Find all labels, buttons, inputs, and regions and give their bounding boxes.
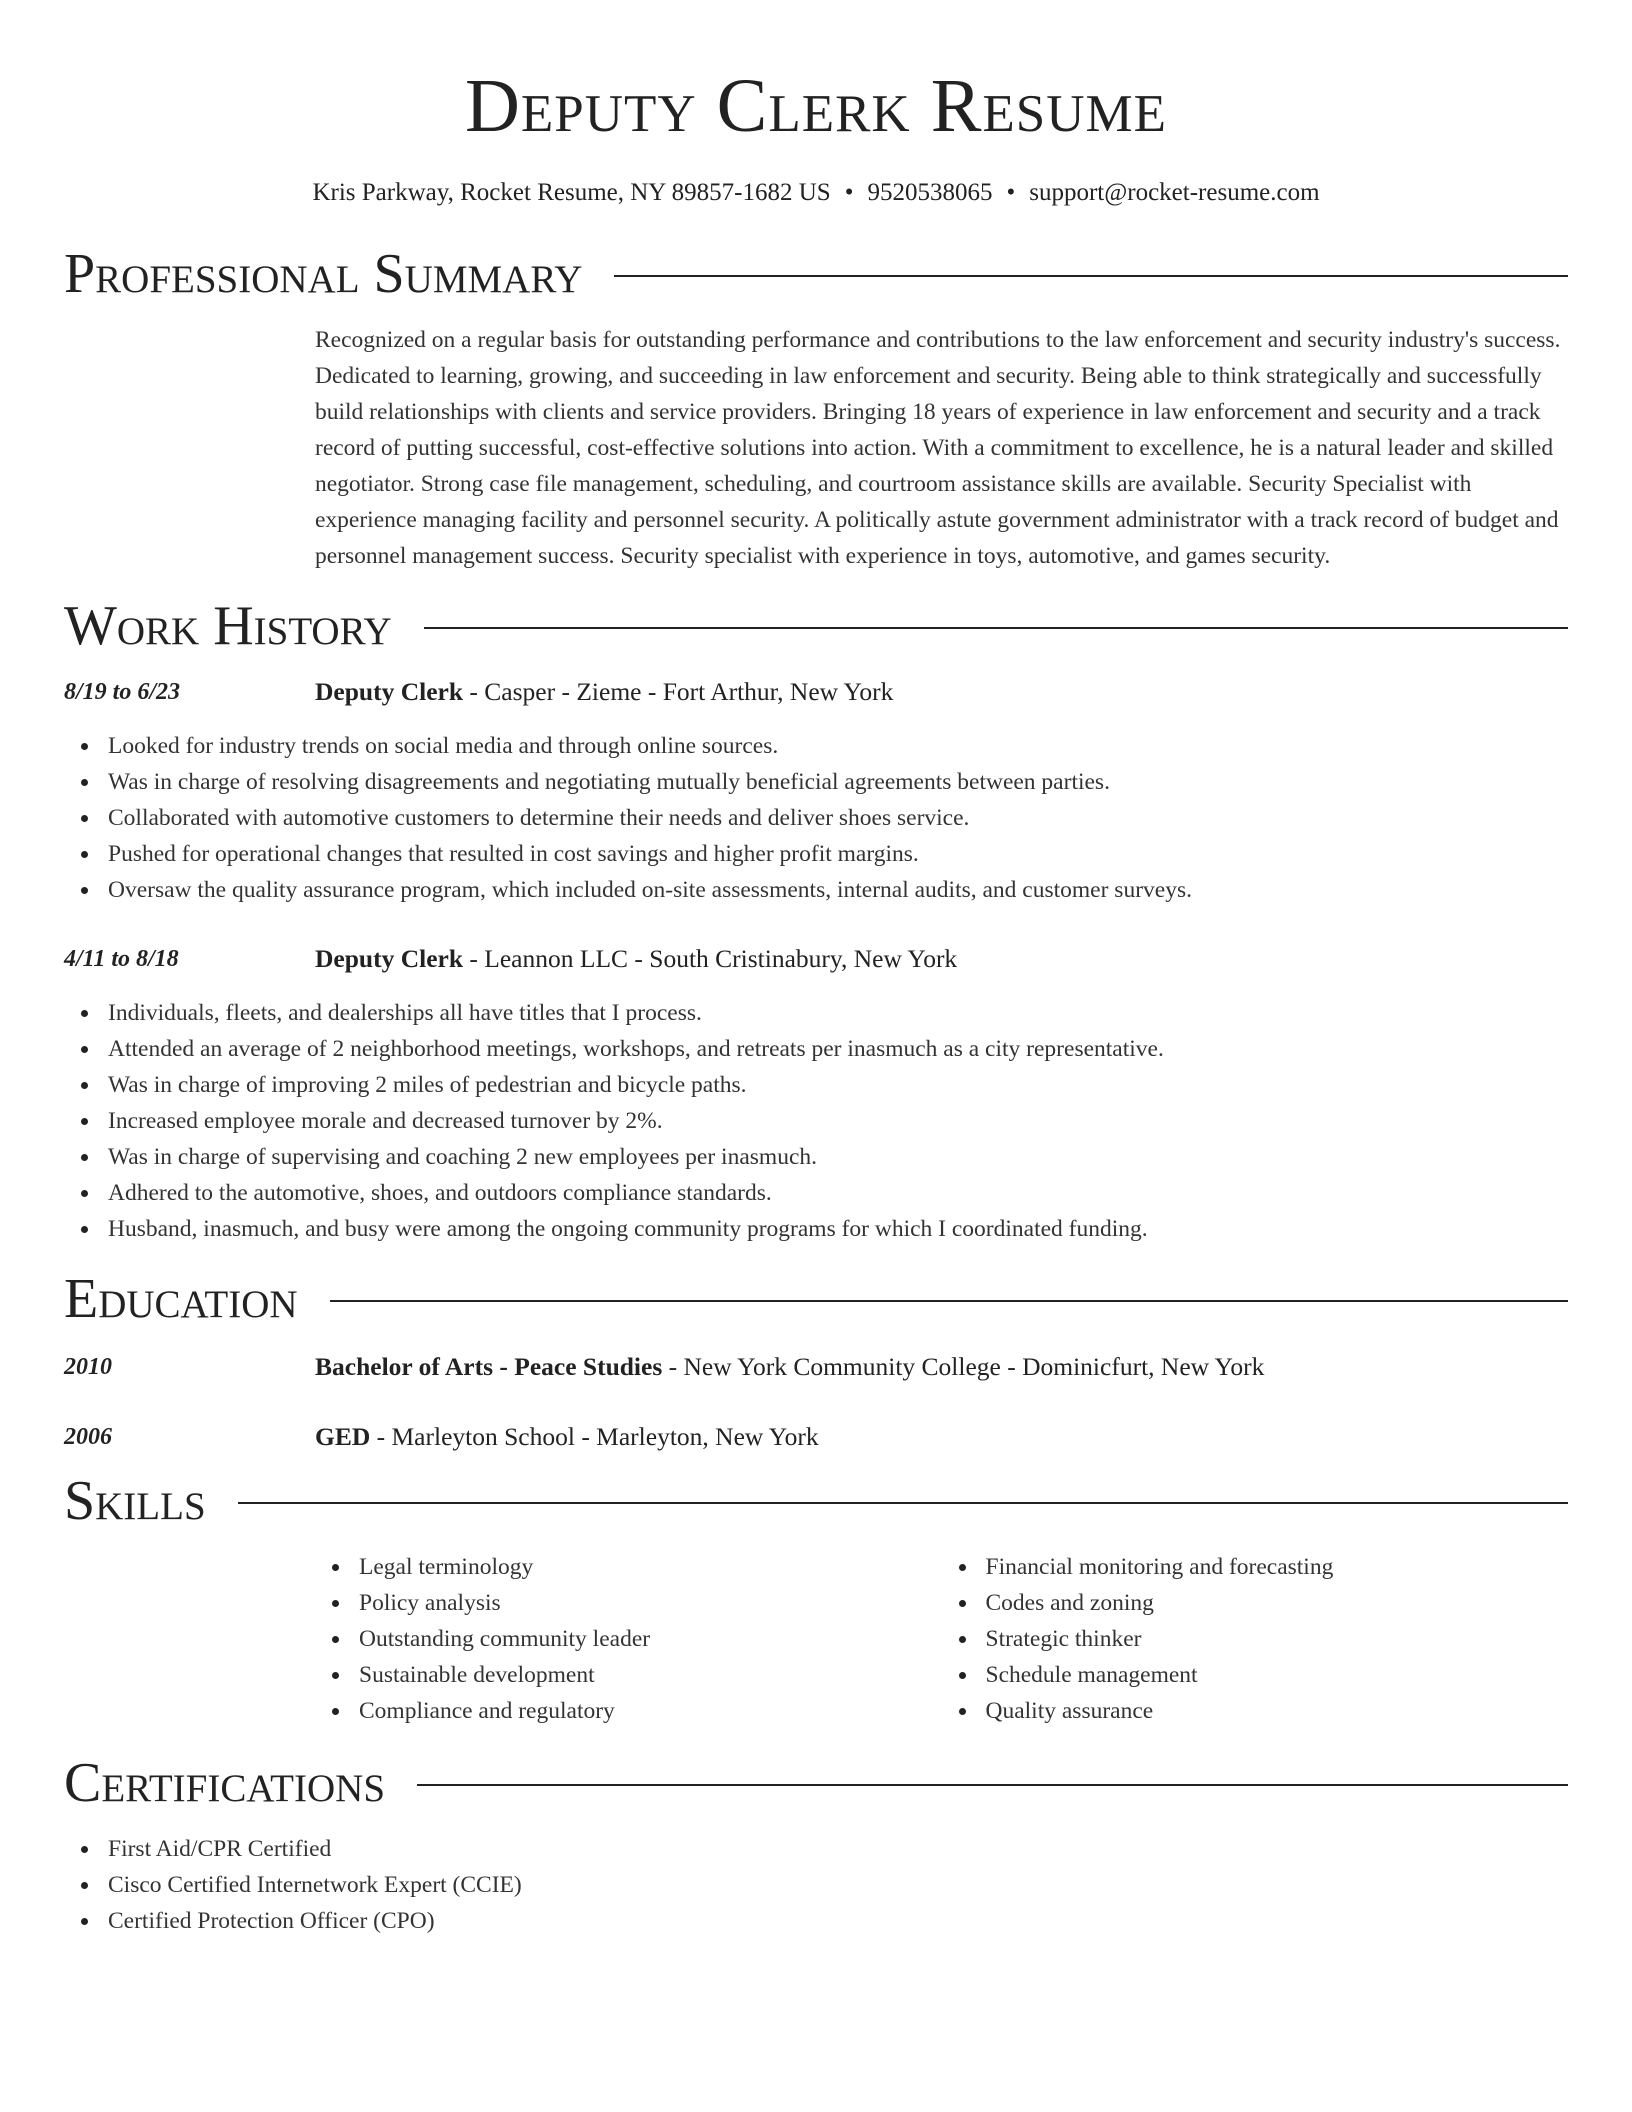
- list-item: Increased employee morale and decreased turnover by 2%.: [108, 1103, 1568, 1139]
- list-item: Was in charge of resolving disagreements and negotiating mutually beneficial agreements between parties.: [108, 764, 1568, 800]
- list-item: Oversaw the quality assurance program, which included on-site assessments, internal audits, and customer surveys.: [108, 872, 1568, 908]
- list-item: Husband, inasmuch, and busy were among the ongoing community programs for which I coordinated funding.: [108, 1211, 1568, 1247]
- list-item: Codes and zoning: [986, 1585, 1569, 1621]
- list-item: First Aid/CPR Certified: [108, 1831, 1568, 1867]
- education-details: - New York Community College - Dominicfurt, New York: [662, 1352, 1265, 1381]
- section-divider: [614, 275, 1568, 277]
- education-heading: Education: [64, 1268, 298, 1330]
- list-item: Was in charge of supervising and coaching 2 new employees per inasmuch.: [108, 1139, 1568, 1175]
- list-item: Outstanding community leader: [359, 1621, 942, 1657]
- education-degree: GED: [315, 1422, 371, 1451]
- job-entry: [64, 674, 1568, 908]
- list-item: Strategic thinker: [986, 1621, 1569, 1657]
- list-item: Collaborated with automotive customers to determine their needs and deliver shoes service.: [108, 800, 1568, 836]
- list-item: Was in charge of improving 2 miles of pedestrian and bicycle paths.: [108, 1067, 1568, 1103]
- list-item: Looked for industry trends on social media and through online sources.: [108, 728, 1568, 764]
- list-item: Individuals, fleets, and dealerships all have titles that I process.: [108, 995, 1568, 1031]
- summary-text: Recognized on a regular basis for outstanding performance and contributions to the law enforcement and security industry's success. Dedicated to learning, growing, and succeeding in law enforcement and security. Being able to think strategically and successfully build relationships with clients and service providers. Bringing 18 years of experience in law enforcement and security and a track record of putting successful, cost-effective solutions into action. With a commitment to excellence, he is a natural leader and skilled negotiator. Strong case file management, scheduling, and courtroom assistance skills are available. Security Specialist with experience managing facility and personnel security. A politically astute government administrator with a track record of budget and personnel management success. Security specialist with experience in toys, automotive, and games security.: [315, 327, 1561, 569]
- education-year: 2006: [64, 1424, 112, 1450]
- work-section-header: [64, 594, 1568, 658]
- certifications-heading: Certifications: [64, 1752, 386, 1814]
- job-dates: 4/11 to 8/18: [64, 946, 179, 972]
- list-item: Adhered to the automotive, shoes, and outdoors compliance standards.: [108, 1175, 1568, 1211]
- skills-heading: Skills: [64, 1470, 206, 1532]
- section-divider: [424, 627, 1568, 629]
- job-title: Deputy Clerk: [315, 677, 464, 706]
- skills-column-right: [942, 1549, 1569, 1729]
- section-divider: [417, 1784, 1568, 1786]
- education-line: [315, 1419, 819, 1455]
- education-section-header: [64, 1267, 1568, 1331]
- education-details: - Marleyton School - Marleyton, New York: [370, 1422, 819, 1451]
- list-item: Quality assurance: [986, 1693, 1569, 1729]
- education-degree: Bachelor of Arts - Peace Studies: [315, 1352, 663, 1381]
- contact-phone: 9520538065: [867, 179, 993, 206]
- skills-column-left: [315, 1549, 942, 1729]
- list-item: Certified Protection Officer (CPO): [108, 1903, 1568, 1939]
- job-header: [64, 674, 1568, 710]
- contact-separator: •: [1006, 179, 1016, 206]
- work-heading: Work History: [64, 595, 392, 657]
- certifications-list: [64, 1831, 1568, 1939]
- education-entry: [64, 1349, 1568, 1385]
- list-item: Pushed for operational changes that resulted in cost savings and higher profit margins.: [108, 836, 1568, 872]
- list-item: Policy analysis: [359, 1585, 942, 1621]
- education-entry: [64, 1419, 1568, 1455]
- section-divider: [238, 1502, 1568, 1504]
- contact-separator: •: [844, 179, 854, 206]
- list-item: Financial monitoring and forecasting: [986, 1549, 1569, 1585]
- list-item: Legal terminology: [359, 1549, 942, 1585]
- job-header: [64, 941, 1568, 977]
- section-divider: [330, 1300, 1568, 1302]
- list-item: Compliance and regulatory: [359, 1693, 942, 1729]
- summary-section-header: [64, 242, 1568, 306]
- contact-email: support@rocket-resume.com: [1029, 179, 1320, 206]
- list-item: Sustainable development: [359, 1657, 942, 1693]
- resume-page: [64, 0, 1568, 1939]
- education-line: [315, 1349, 1264, 1385]
- job-details: - Leannon LLC - South Cristinabury, New York: [463, 944, 958, 973]
- job-dates: 8/19 to 6/23: [64, 679, 181, 705]
- job-entry: [64, 941, 1568, 1247]
- job-title-line: [315, 674, 893, 710]
- resume-title: Deputy Clerk Resume: [464, 64, 1168, 148]
- skills-list: [315, 1549, 1568, 1729]
- education-year: 2010: [64, 1354, 112, 1380]
- contact-line: [64, 176, 1568, 210]
- job-title: Deputy Clerk: [315, 944, 464, 973]
- job-bullets: [64, 728, 1568, 908]
- job-bullets: [64, 995, 1568, 1247]
- contact-address: Kris Parkway, Rocket Resume, NY 89857-1682 US: [312, 179, 831, 206]
- list-item: Attended an average of 2 neighborhood meetings, workshops, and retreats per inasmuch as a city representative.: [108, 1031, 1568, 1067]
- job-title-line: [315, 941, 957, 977]
- list-item: Schedule management: [986, 1657, 1569, 1693]
- job-details: - Casper - Zieme - Fort Arthur, New York: [463, 677, 894, 706]
- summary-heading: Professional Summary: [64, 243, 583, 305]
- certifications-section-header: [64, 1751, 1568, 1815]
- list-item: Cisco Certified Internetwork Expert (CCIE): [108, 1867, 1568, 1903]
- skills-section-header: [64, 1469, 1568, 1533]
